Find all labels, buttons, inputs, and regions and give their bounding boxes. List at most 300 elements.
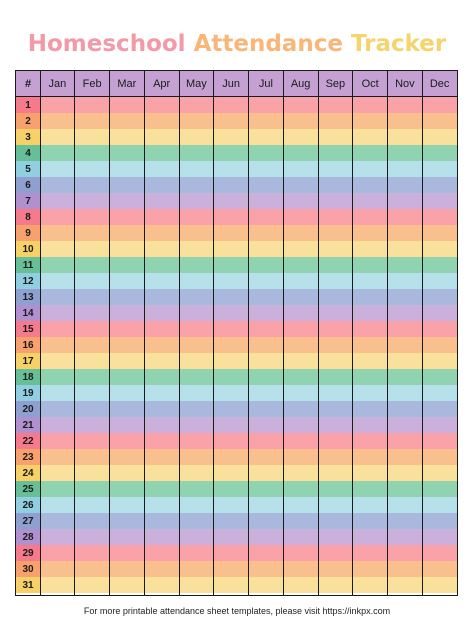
attendance-cell[interactable] xyxy=(283,289,318,305)
attendance-cell[interactable] xyxy=(353,257,388,273)
attendance-cell[interactable] xyxy=(144,401,179,417)
attendance-cell[interactable] xyxy=(179,353,214,369)
attendance-cell[interactable] xyxy=(353,481,388,497)
attendance-cell[interactable] xyxy=(249,385,284,401)
attendance-cell[interactable] xyxy=(353,289,388,305)
attendance-cell[interactable] xyxy=(422,305,457,321)
attendance-cell[interactable] xyxy=(75,545,110,561)
attendance-cell[interactable] xyxy=(214,113,249,129)
attendance-cell[interactable] xyxy=(422,209,457,225)
attendance-cell[interactable] xyxy=(40,161,75,177)
attendance-cell[interactable] xyxy=(422,561,457,577)
attendance-cell[interactable] xyxy=(40,513,75,529)
attendance-cell[interactable] xyxy=(110,529,145,545)
attendance-cell[interactable] xyxy=(110,225,145,241)
attendance-cell[interactable] xyxy=(144,161,179,177)
attendance-cell[interactable] xyxy=(422,577,457,593)
attendance-cell[interactable] xyxy=(353,97,388,113)
attendance-cell[interactable] xyxy=(110,417,145,433)
attendance-cell[interactable] xyxy=(353,417,388,433)
attendance-cell[interactable] xyxy=(75,561,110,577)
attendance-cell[interactable] xyxy=(353,241,388,257)
attendance-cell[interactable] xyxy=(214,481,249,497)
attendance-cell[interactable] xyxy=(318,193,353,209)
attendance-cell[interactable] xyxy=(40,545,75,561)
attendance-cell[interactable] xyxy=(353,161,388,177)
attendance-cell[interactable] xyxy=(283,545,318,561)
attendance-cell[interactable] xyxy=(249,465,284,481)
attendance-cell[interactable] xyxy=(283,433,318,449)
attendance-cell[interactable] xyxy=(110,481,145,497)
attendance-cell[interactable] xyxy=(144,177,179,193)
attendance-cell[interactable] xyxy=(388,145,423,161)
attendance-cell[interactable] xyxy=(283,161,318,177)
attendance-cell[interactable] xyxy=(422,529,457,545)
attendance-cell[interactable] xyxy=(75,193,110,209)
attendance-cell[interactable] xyxy=(249,257,284,273)
attendance-cell[interactable] xyxy=(318,321,353,337)
attendance-cell[interactable] xyxy=(214,417,249,433)
attendance-cell[interactable] xyxy=(40,145,75,161)
attendance-cell[interactable] xyxy=(353,385,388,401)
attendance-cell[interactable] xyxy=(40,401,75,417)
attendance-cell[interactable] xyxy=(144,193,179,209)
attendance-cell[interactable] xyxy=(75,145,110,161)
attendance-cell[interactable] xyxy=(40,497,75,513)
attendance-cell[interactable] xyxy=(214,177,249,193)
attendance-cell[interactable] xyxy=(110,401,145,417)
attendance-cell[interactable] xyxy=(144,321,179,337)
attendance-cell[interactable] xyxy=(283,561,318,577)
attendance-cell[interactable] xyxy=(249,449,284,465)
attendance-cell[interactable] xyxy=(283,225,318,241)
attendance-cell[interactable] xyxy=(318,305,353,321)
attendance-cell[interactable] xyxy=(388,401,423,417)
attendance-cell[interactable] xyxy=(283,529,318,545)
attendance-cell[interactable] xyxy=(422,161,457,177)
attendance-cell[interactable] xyxy=(144,145,179,161)
attendance-cell[interactable] xyxy=(283,481,318,497)
attendance-cell[interactable] xyxy=(283,369,318,385)
attendance-cell[interactable] xyxy=(144,449,179,465)
attendance-cell[interactable] xyxy=(353,353,388,369)
attendance-cell[interactable] xyxy=(422,193,457,209)
attendance-cell[interactable] xyxy=(144,417,179,433)
attendance-cell[interactable] xyxy=(40,577,75,593)
attendance-cell[interactable] xyxy=(179,305,214,321)
attendance-cell[interactable] xyxy=(283,129,318,145)
attendance-cell[interactable] xyxy=(179,465,214,481)
attendance-cell[interactable] xyxy=(249,481,284,497)
attendance-cell[interactable] xyxy=(249,401,284,417)
attendance-cell[interactable] xyxy=(110,97,145,113)
attendance-cell[interactable] xyxy=(75,577,110,593)
attendance-cell[interactable] xyxy=(110,161,145,177)
attendance-cell[interactable] xyxy=(144,561,179,577)
attendance-cell[interactable] xyxy=(283,577,318,593)
attendance-cell[interactable] xyxy=(179,161,214,177)
attendance-cell[interactable] xyxy=(40,241,75,257)
attendance-cell[interactable] xyxy=(214,225,249,241)
attendance-cell[interactable] xyxy=(214,161,249,177)
attendance-cell[interactable] xyxy=(318,433,353,449)
attendance-cell[interactable] xyxy=(318,353,353,369)
attendance-cell[interactable] xyxy=(388,209,423,225)
attendance-cell[interactable] xyxy=(422,449,457,465)
attendance-cell[interactable] xyxy=(283,145,318,161)
attendance-cell[interactable] xyxy=(214,369,249,385)
attendance-cell[interactable] xyxy=(75,161,110,177)
attendance-cell[interactable] xyxy=(179,241,214,257)
attendance-cell[interactable] xyxy=(318,529,353,545)
attendance-cell[interactable] xyxy=(249,545,284,561)
attendance-cell[interactable] xyxy=(318,465,353,481)
attendance-cell[interactable] xyxy=(179,225,214,241)
attendance-cell[interactable] xyxy=(214,513,249,529)
attendance-cell[interactable] xyxy=(40,225,75,241)
attendance-cell[interactable] xyxy=(249,561,284,577)
attendance-cell[interactable] xyxy=(318,385,353,401)
attendance-cell[interactable] xyxy=(110,289,145,305)
attendance-cell[interactable] xyxy=(179,321,214,337)
attendance-cell[interactable] xyxy=(214,97,249,113)
attendance-cell[interactable] xyxy=(318,577,353,593)
attendance-cell[interactable] xyxy=(422,177,457,193)
attendance-cell[interactable] xyxy=(388,97,423,113)
attendance-cell[interactable] xyxy=(388,241,423,257)
attendance-cell[interactable] xyxy=(422,273,457,289)
attendance-cell[interactable] xyxy=(75,97,110,113)
attendance-cell[interactable] xyxy=(75,369,110,385)
attendance-cell[interactable] xyxy=(179,257,214,273)
attendance-cell[interactable] xyxy=(388,305,423,321)
attendance-cell[interactable] xyxy=(75,177,110,193)
attendance-cell[interactable] xyxy=(388,177,423,193)
attendance-cell[interactable] xyxy=(144,577,179,593)
attendance-cell[interactable] xyxy=(249,209,284,225)
attendance-cell[interactable] xyxy=(318,449,353,465)
attendance-cell[interactable] xyxy=(388,481,423,497)
attendance-cell[interactable] xyxy=(388,561,423,577)
attendance-cell[interactable] xyxy=(110,353,145,369)
attendance-cell[interactable] xyxy=(422,257,457,273)
attendance-cell[interactable] xyxy=(422,97,457,113)
attendance-cell[interactable] xyxy=(353,369,388,385)
attendance-cell[interactable] xyxy=(179,193,214,209)
attendance-cell[interactable] xyxy=(388,225,423,241)
attendance-cell[interactable] xyxy=(353,209,388,225)
attendance-cell[interactable] xyxy=(422,321,457,337)
attendance-cell[interactable] xyxy=(283,497,318,513)
attendance-cell[interactable] xyxy=(75,337,110,353)
attendance-cell[interactable] xyxy=(249,353,284,369)
attendance-cell[interactable] xyxy=(75,209,110,225)
attendance-cell[interactable] xyxy=(283,417,318,433)
attendance-cell[interactable] xyxy=(422,145,457,161)
attendance-cell[interactable] xyxy=(144,305,179,321)
attendance-cell[interactable] xyxy=(144,529,179,545)
attendance-cell[interactable] xyxy=(75,433,110,449)
attendance-cell[interactable] xyxy=(75,321,110,337)
attendance-cell[interactable] xyxy=(249,161,284,177)
attendance-cell[interactable] xyxy=(249,513,284,529)
attendance-cell[interactable] xyxy=(318,417,353,433)
attendance-cell[interactable] xyxy=(283,241,318,257)
attendance-cell[interactable] xyxy=(179,401,214,417)
attendance-cell[interactable] xyxy=(353,113,388,129)
attendance-cell[interactable] xyxy=(40,193,75,209)
attendance-cell[interactable] xyxy=(214,257,249,273)
attendance-cell[interactable] xyxy=(179,337,214,353)
attendance-cell[interactable] xyxy=(110,513,145,529)
attendance-cell[interactable] xyxy=(249,225,284,241)
attendance-cell[interactable] xyxy=(214,577,249,593)
attendance-cell[interactable] xyxy=(144,385,179,401)
attendance-cell[interactable] xyxy=(40,465,75,481)
attendance-cell[interactable] xyxy=(179,433,214,449)
attendance-cell[interactable] xyxy=(318,177,353,193)
attendance-cell[interactable] xyxy=(388,289,423,305)
attendance-cell[interactable] xyxy=(75,513,110,529)
attendance-cell[interactable] xyxy=(40,177,75,193)
attendance-cell[interactable] xyxy=(75,401,110,417)
attendance-cell[interactable] xyxy=(353,337,388,353)
attendance-cell[interactable] xyxy=(110,465,145,481)
attendance-cell[interactable] xyxy=(40,433,75,449)
attendance-cell[interactable] xyxy=(40,257,75,273)
attendance-cell[interactable] xyxy=(40,113,75,129)
attendance-cell[interactable] xyxy=(110,177,145,193)
attendance-cell[interactable] xyxy=(388,193,423,209)
attendance-cell[interactable] xyxy=(40,305,75,321)
attendance-cell[interactable] xyxy=(40,337,75,353)
attendance-cell[interactable] xyxy=(388,369,423,385)
attendance-cell[interactable] xyxy=(318,209,353,225)
attendance-cell[interactable] xyxy=(283,97,318,113)
attendance-cell[interactable] xyxy=(249,273,284,289)
attendance-cell[interactable] xyxy=(388,465,423,481)
attendance-cell[interactable] xyxy=(110,497,145,513)
attendance-cell[interactable] xyxy=(422,513,457,529)
attendance-cell[interactable] xyxy=(318,145,353,161)
attendance-cell[interactable] xyxy=(249,305,284,321)
attendance-cell[interactable] xyxy=(214,273,249,289)
attendance-cell[interactable] xyxy=(144,433,179,449)
attendance-cell[interactable] xyxy=(179,113,214,129)
attendance-cell[interactable] xyxy=(388,545,423,561)
attendance-cell[interactable] xyxy=(144,289,179,305)
attendance-cell[interactable] xyxy=(110,449,145,465)
attendance-cell[interactable] xyxy=(179,449,214,465)
attendance-cell[interactable] xyxy=(283,385,318,401)
attendance-cell[interactable] xyxy=(110,193,145,209)
attendance-cell[interactable] xyxy=(318,513,353,529)
attendance-cell[interactable] xyxy=(388,497,423,513)
attendance-cell[interactable] xyxy=(388,257,423,273)
attendance-cell[interactable] xyxy=(110,257,145,273)
attendance-cell[interactable] xyxy=(388,577,423,593)
attendance-cell[interactable] xyxy=(249,529,284,545)
attendance-cell[interactable] xyxy=(75,481,110,497)
attendance-cell[interactable] xyxy=(40,353,75,369)
attendance-cell[interactable] xyxy=(422,465,457,481)
attendance-cell[interactable] xyxy=(318,545,353,561)
attendance-cell[interactable] xyxy=(388,337,423,353)
attendance-cell[interactable] xyxy=(179,369,214,385)
attendance-cell[interactable] xyxy=(144,209,179,225)
attendance-cell[interactable] xyxy=(388,129,423,145)
attendance-cell[interactable] xyxy=(75,305,110,321)
attendance-cell[interactable] xyxy=(318,161,353,177)
attendance-cell[interactable] xyxy=(353,401,388,417)
attendance-cell[interactable] xyxy=(144,273,179,289)
attendance-cell[interactable] xyxy=(249,577,284,593)
attendance-cell[interactable] xyxy=(110,241,145,257)
attendance-cell[interactable] xyxy=(214,209,249,225)
attendance-cell[interactable] xyxy=(75,241,110,257)
attendance-cell[interactable] xyxy=(179,273,214,289)
attendance-cell[interactable] xyxy=(75,529,110,545)
attendance-cell[interactable] xyxy=(214,353,249,369)
attendance-cell[interactable] xyxy=(422,289,457,305)
attendance-cell[interactable] xyxy=(283,273,318,289)
attendance-cell[interactable] xyxy=(249,433,284,449)
attendance-cell[interactable] xyxy=(353,273,388,289)
attendance-cell[interactable] xyxy=(283,401,318,417)
attendance-cell[interactable] xyxy=(40,273,75,289)
attendance-cell[interactable] xyxy=(214,545,249,561)
attendance-cell[interactable] xyxy=(318,225,353,241)
attendance-cell[interactable] xyxy=(283,305,318,321)
attendance-cell[interactable] xyxy=(75,385,110,401)
attendance-cell[interactable] xyxy=(144,465,179,481)
attendance-cell[interactable] xyxy=(318,401,353,417)
attendance-cell[interactable] xyxy=(110,369,145,385)
attendance-cell[interactable] xyxy=(388,273,423,289)
attendance-cell[interactable] xyxy=(283,113,318,129)
attendance-cell[interactable] xyxy=(214,497,249,513)
attendance-cell[interactable] xyxy=(40,321,75,337)
attendance-cell[interactable] xyxy=(318,337,353,353)
attendance-cell[interactable] xyxy=(388,113,423,129)
attendance-cell[interactable] xyxy=(422,417,457,433)
attendance-cell[interactable] xyxy=(214,529,249,545)
attendance-cell[interactable] xyxy=(40,417,75,433)
attendance-cell[interactable] xyxy=(110,145,145,161)
attendance-cell[interactable] xyxy=(179,417,214,433)
attendance-cell[interactable] xyxy=(353,177,388,193)
attendance-cell[interactable] xyxy=(422,337,457,353)
attendance-cell[interactable] xyxy=(422,225,457,241)
attendance-cell[interactable] xyxy=(422,353,457,369)
attendance-cell[interactable] xyxy=(353,321,388,337)
attendance-cell[interactable] xyxy=(179,481,214,497)
attendance-cell[interactable] xyxy=(388,321,423,337)
attendance-cell[interactable] xyxy=(179,97,214,113)
attendance-cell[interactable] xyxy=(353,577,388,593)
attendance-cell[interactable] xyxy=(214,289,249,305)
attendance-cell[interactable] xyxy=(144,113,179,129)
attendance-cell[interactable] xyxy=(214,433,249,449)
attendance-cell[interactable] xyxy=(179,561,214,577)
attendance-cell[interactable] xyxy=(144,369,179,385)
attendance-cell[interactable] xyxy=(283,449,318,465)
attendance-cell[interactable] xyxy=(318,561,353,577)
attendance-cell[interactable] xyxy=(422,497,457,513)
attendance-cell[interactable] xyxy=(422,481,457,497)
attendance-cell[interactable] xyxy=(388,417,423,433)
attendance-cell[interactable] xyxy=(422,401,457,417)
attendance-cell[interactable] xyxy=(110,577,145,593)
attendance-cell[interactable] xyxy=(40,529,75,545)
attendance-cell[interactable] xyxy=(283,465,318,481)
attendance-cell[interactable] xyxy=(249,369,284,385)
attendance-cell[interactable] xyxy=(40,385,75,401)
attendance-cell[interactable] xyxy=(388,449,423,465)
attendance-cell[interactable] xyxy=(422,129,457,145)
attendance-cell[interactable] xyxy=(179,529,214,545)
attendance-cell[interactable] xyxy=(353,497,388,513)
attendance-cell[interactable] xyxy=(318,273,353,289)
attendance-cell[interactable] xyxy=(249,113,284,129)
attendance-cell[interactable] xyxy=(422,545,457,561)
attendance-cell[interactable] xyxy=(388,529,423,545)
attendance-cell[interactable] xyxy=(353,545,388,561)
attendance-cell[interactable] xyxy=(179,145,214,161)
attendance-cell[interactable] xyxy=(110,129,145,145)
attendance-cell[interactable] xyxy=(110,209,145,225)
attendance-cell[interactable] xyxy=(318,289,353,305)
attendance-cell[interactable] xyxy=(110,545,145,561)
attendance-cell[interactable] xyxy=(422,369,457,385)
attendance-cell[interactable] xyxy=(318,97,353,113)
attendance-cell[interactable] xyxy=(40,449,75,465)
attendance-cell[interactable] xyxy=(75,129,110,145)
attendance-cell[interactable] xyxy=(353,529,388,545)
attendance-cell[interactable] xyxy=(75,257,110,273)
attendance-cell[interactable] xyxy=(75,353,110,369)
attendance-cell[interactable] xyxy=(75,113,110,129)
attendance-cell[interactable] xyxy=(214,337,249,353)
attendance-cell[interactable] xyxy=(422,433,457,449)
attendance-cell[interactable] xyxy=(283,353,318,369)
attendance-cell[interactable] xyxy=(110,321,145,337)
attendance-cell[interactable] xyxy=(214,145,249,161)
attendance-cell[interactable] xyxy=(353,513,388,529)
attendance-cell[interactable] xyxy=(110,273,145,289)
attendance-cell[interactable] xyxy=(388,385,423,401)
attendance-cell[interactable] xyxy=(353,561,388,577)
attendance-cell[interactable] xyxy=(75,417,110,433)
attendance-cell[interactable] xyxy=(75,289,110,305)
attendance-cell[interactable] xyxy=(214,129,249,145)
attendance-cell[interactable] xyxy=(249,289,284,305)
attendance-cell[interactable] xyxy=(179,577,214,593)
attendance-cell[interactable] xyxy=(318,113,353,129)
attendance-cell[interactable] xyxy=(110,113,145,129)
attendance-cell[interactable] xyxy=(249,177,284,193)
attendance-cell[interactable] xyxy=(388,513,423,529)
attendance-cell[interactable] xyxy=(214,321,249,337)
attendance-cell[interactable] xyxy=(249,97,284,113)
attendance-cell[interactable] xyxy=(318,257,353,273)
attendance-cell[interactable] xyxy=(283,257,318,273)
attendance-cell[interactable] xyxy=(179,177,214,193)
attendance-cell[interactable] xyxy=(214,449,249,465)
attendance-cell[interactable] xyxy=(144,225,179,241)
attendance-cell[interactable] xyxy=(388,433,423,449)
attendance-cell[interactable] xyxy=(144,97,179,113)
